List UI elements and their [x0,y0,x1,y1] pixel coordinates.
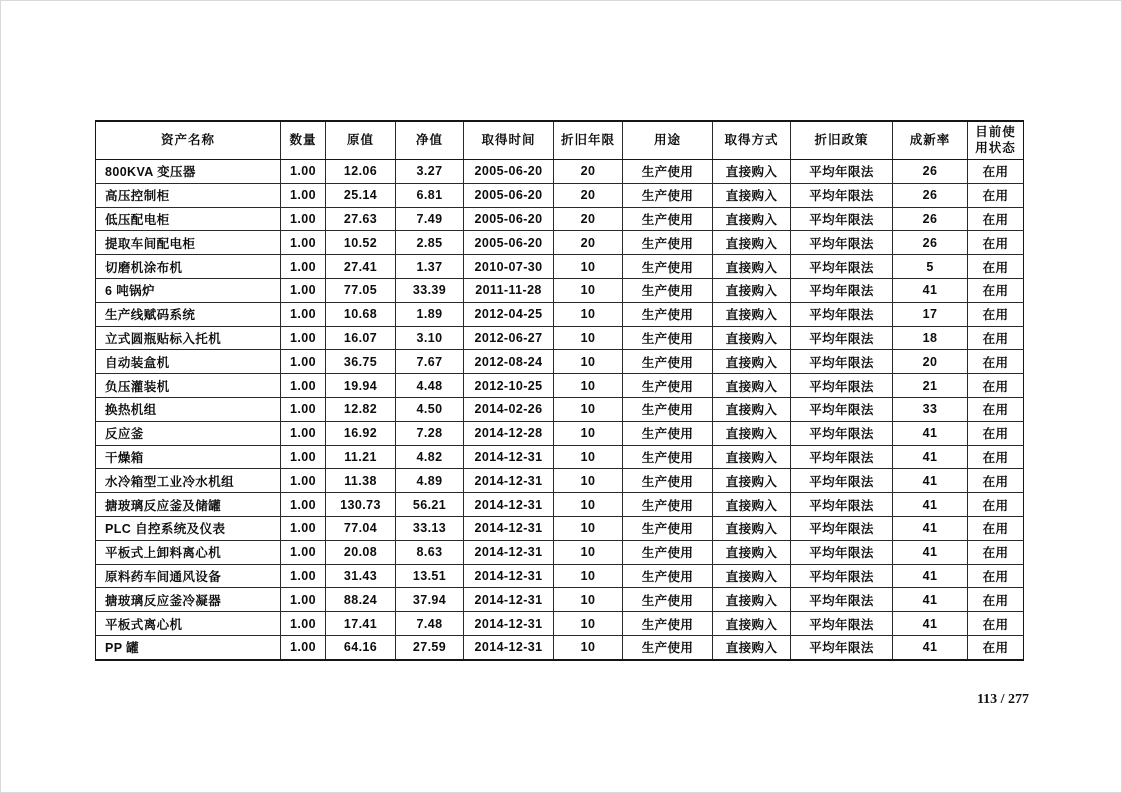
cell-asset_name: 干燥箱 [96,445,281,469]
cell-usage: 生产使用 [623,564,713,588]
cell-acquisition_date: 2005-06-20 [464,160,554,184]
cell-depreciation_years: 10 [554,302,623,326]
cell-acquisition_method: 直接购入 [713,612,791,636]
cell-acquisition_date: 2014-12-31 [464,445,554,469]
cell-asset_name: 换热机组 [96,397,281,421]
cell-depreciation_policy: 平均年限法 [791,231,893,255]
cell-acquisition_date: 2014-12-31 [464,493,554,517]
cell-net_value: 7.67 [396,350,464,374]
cell-net_value: 6.81 [396,183,464,207]
cell-original_value: 12.06 [326,160,396,184]
cell-usage: 生产使用 [623,588,713,612]
table-row [96,397,1024,421]
cell-depreciation_policy: 平均年限法 [791,493,893,517]
cell-current_status: 在用 [968,278,1024,302]
cell-original_value: 88.24 [326,588,396,612]
cell-usage: 生产使用 [623,469,713,493]
cell-current_status: 在用 [968,612,1024,636]
cell-original_value: 11.38 [326,469,396,493]
cell-newness_rate: 41 [893,421,968,445]
col-header-acquisition_method: 取得方式 [713,121,791,160]
cell-acquisition_date: 2014-12-31 [464,564,554,588]
cell-net_value: 33.13 [396,516,464,540]
cell-current_status: 在用 [968,540,1024,564]
cell-acquisition_date: 2014-02-26 [464,397,554,421]
cell-depreciation_policy: 平均年限法 [791,350,893,374]
table-row [96,635,1024,659]
cell-acquisition_date: 2014-12-31 [464,516,554,540]
cell-depreciation_policy: 平均年限法 [791,302,893,326]
cell-newness_rate: 21 [893,374,968,398]
cell-asset_name: 平板式离心机 [96,612,281,636]
cell-quantity: 1.00 [281,469,326,493]
cell-newness_rate: 41 [893,612,968,636]
cell-acquisition_date: 2014-12-31 [464,612,554,636]
cell-depreciation_policy: 平均年限法 [791,612,893,636]
cell-depreciation_policy: 平均年限法 [791,255,893,279]
cell-net_value: 8.63 [396,540,464,564]
cell-depreciation_years: 10 [554,397,623,421]
table-row [96,278,1024,302]
cell-quantity: 1.00 [281,397,326,421]
cell-asset_name: 生产线赋码系统 [96,302,281,326]
cell-depreciation_years: 10 [554,374,623,398]
cell-quantity: 1.00 [281,326,326,350]
cell-acquisition_method: 直接购入 [713,516,791,540]
cell-original_value: 17.41 [326,612,396,636]
cell-acquisition_method: 直接购入 [713,493,791,517]
cell-acquisition_method: 直接购入 [713,231,791,255]
table-row [96,207,1024,231]
cell-usage: 生产使用 [623,421,713,445]
cell-quantity: 1.00 [281,612,326,636]
table-row [96,588,1024,612]
cell-depreciation_years: 20 [554,183,623,207]
cell-depreciation_years: 10 [554,350,623,374]
cell-depreciation_years: 10 [554,564,623,588]
cell-usage: 生产使用 [623,207,713,231]
cell-quantity: 1.00 [281,588,326,612]
cell-depreciation_policy: 平均年限法 [791,374,893,398]
cell-quantity: 1.00 [281,445,326,469]
table-row [96,231,1024,255]
table-row [96,516,1024,540]
cell-current_status: 在用 [968,635,1024,659]
cell-current_status: 在用 [968,207,1024,231]
cell-acquisition_method: 直接购入 [713,374,791,398]
cell-quantity: 1.00 [281,207,326,231]
cell-asset_name: 低压配电柜 [96,207,281,231]
table-row [96,255,1024,279]
cell-net_value: 4.48 [396,374,464,398]
cell-depreciation_years: 10 [554,326,623,350]
cell-original_value: 16.07 [326,326,396,350]
cell-quantity: 1.00 [281,231,326,255]
cell-asset_name: PP 罐 [96,635,281,659]
cell-asset_name: 自动装盒机 [96,350,281,374]
col-header-acquisition_date: 取得时间 [464,121,554,160]
table-row [96,326,1024,350]
cell-acquisition_method: 直接购入 [713,421,791,445]
cell-current_status: 在用 [968,469,1024,493]
cell-usage: 生产使用 [623,493,713,517]
cell-newness_rate: 41 [893,540,968,564]
cell-asset_name: 水冷箱型工业冷水机组 [96,469,281,493]
cell-depreciation_years: 20 [554,207,623,231]
cell-depreciation_policy: 平均年限法 [791,397,893,421]
cell-original_value: 19.94 [326,374,396,398]
cell-acquisition_date: 2014-12-31 [464,540,554,564]
cell-asset_name: 立式圆瓶贴标入托机 [96,326,281,350]
cell-original_value: 16.92 [326,421,396,445]
cell-asset_name: 800KVA 变压器 [96,160,281,184]
cell-original_value: 12.82 [326,397,396,421]
cell-newness_rate: 41 [893,516,968,540]
cell-depreciation_policy: 平均年限法 [791,207,893,231]
cell-usage: 生产使用 [623,350,713,374]
cell-acquisition_method: 直接购入 [713,540,791,564]
cell-newness_rate: 33 [893,397,968,421]
cell-original_value: 77.04 [326,516,396,540]
cell-depreciation_years: 10 [554,635,623,659]
cell-newness_rate: 26 [893,160,968,184]
cell-newness_rate: 41 [893,278,968,302]
cell-current_status: 在用 [968,516,1024,540]
col-header-quantity: 数量 [281,121,326,160]
cell-net_value: 27.59 [396,635,464,659]
cell-usage: 生产使用 [623,397,713,421]
col-header-depreciation_years: 折旧年限 [554,121,623,160]
cell-depreciation_policy: 平均年限法 [791,469,893,493]
cell-acquisition_method: 直接购入 [713,326,791,350]
cell-newness_rate: 26 [893,231,968,255]
cell-acquisition_date: 2012-08-24 [464,350,554,374]
cell-acquisition_date: 2005-06-20 [464,183,554,207]
cell-current_status: 在用 [968,231,1024,255]
cell-acquisition_method: 直接购入 [713,445,791,469]
cell-original_value: 11.21 [326,445,396,469]
cell-asset_name: 高压控制柜 [96,183,281,207]
cell-acquisition_method: 直接购入 [713,302,791,326]
cell-acquisition_date: 2012-10-25 [464,374,554,398]
cell-acquisition_method: 直接购入 [713,350,791,374]
cell-usage: 生产使用 [623,516,713,540]
cell-net_value: 56.21 [396,493,464,517]
cell-net_value: 1.89 [396,302,464,326]
cell-original_value: 10.52 [326,231,396,255]
cell-acquisition_method: 直接购入 [713,397,791,421]
cell-acquisition_date: 2010-07-30 [464,255,554,279]
cell-current_status: 在用 [968,445,1024,469]
cell-current_status: 在用 [968,374,1024,398]
table-row [96,302,1024,326]
cell-acquisition_method: 直接购入 [713,469,791,493]
cell-depreciation_years: 10 [554,493,623,517]
cell-acquisition_method: 直接购入 [713,255,791,279]
cell-current_status: 在用 [968,588,1024,612]
cell-asset_name: 原料药车间通风设备 [96,564,281,588]
cell-depreciation_years: 10 [554,278,623,302]
table-row [96,493,1024,517]
cell-quantity: 1.00 [281,160,326,184]
cell-asset_name: 搪玻璃反应釜及储罐 [96,493,281,517]
cell-acquisition_method: 直接购入 [713,564,791,588]
cell-newness_rate: 17 [893,302,968,326]
cell-original_value: 31.43 [326,564,396,588]
cell-newness_rate: 41 [893,564,968,588]
cell-quantity: 1.00 [281,493,326,517]
table-row [96,469,1024,493]
cell-newness_rate: 20 [893,350,968,374]
cell-depreciation_years: 10 [554,516,623,540]
cell-depreciation_policy: 平均年限法 [791,564,893,588]
cell-original_value: 77.05 [326,278,396,302]
cell-quantity: 1.00 [281,516,326,540]
cell-newness_rate: 41 [893,588,968,612]
cell-asset_name: 反应釜 [96,421,281,445]
cell-current_status: 在用 [968,183,1024,207]
cell-asset_name: PLC 自控系统及仪表 [96,516,281,540]
table-row [96,421,1024,445]
cell-net_value: 7.49 [396,207,464,231]
cell-net_value: 2.85 [396,231,464,255]
cell-depreciation_years: 10 [554,255,623,279]
cell-current_status: 在用 [968,255,1024,279]
cell-asset_name: 6 吨锅炉 [96,278,281,302]
cell-depreciation_policy: 平均年限法 [791,421,893,445]
cell-asset_name: 平板式上卸料离心机 [96,540,281,564]
cell-original_value: 10.68 [326,302,396,326]
cell-acquisition_date: 2011-11-28 [464,278,554,302]
cell-newness_rate: 26 [893,183,968,207]
col-header-usage: 用途 [623,121,713,160]
cell-quantity: 1.00 [281,350,326,374]
cell-net_value: 33.39 [396,278,464,302]
cell-usage: 生产使用 [623,445,713,469]
cell-newness_rate: 41 [893,493,968,517]
cell-acquisition_method: 直接购入 [713,207,791,231]
cell-usage: 生产使用 [623,255,713,279]
cell-depreciation_policy: 平均年限法 [791,588,893,612]
cell-acquisition_date: 2012-04-25 [464,302,554,326]
cell-depreciation_years: 10 [554,421,623,445]
cell-newness_rate: 41 [893,469,968,493]
cell-quantity: 1.00 [281,635,326,659]
table-row [96,350,1024,374]
table-row [96,445,1024,469]
cell-quantity: 1.00 [281,255,326,279]
header-row [96,121,1024,160]
col-header-current_status: 目前使用状态 [968,121,1024,160]
cell-current_status: 在用 [968,302,1024,326]
cell-depreciation_years: 20 [554,160,623,184]
cell-depreciation_years: 10 [554,540,623,564]
cell-acquisition_date: 2012-06-27 [464,326,554,350]
col-header-asset_name: 资产名称 [96,121,281,160]
cell-original_value: 27.63 [326,207,396,231]
cell-depreciation_policy: 平均年限法 [791,326,893,350]
cell-current_status: 在用 [968,326,1024,350]
cell-acquisition_method: 直接购入 [713,183,791,207]
cell-usage: 生产使用 [623,540,713,564]
cell-usage: 生产使用 [623,612,713,636]
cell-asset_name: 搪玻璃反应釜冷凝器 [96,588,281,612]
cell-quantity: 1.00 [281,564,326,588]
cell-usage: 生产使用 [623,326,713,350]
cell-usage: 生产使用 [623,635,713,659]
cell-usage: 生产使用 [623,231,713,255]
col-header-original_value: 原值 [326,121,396,160]
table-row [96,612,1024,636]
cell-original_value: 20.08 [326,540,396,564]
cell-original_value: 64.16 [326,635,396,659]
fixed-asset-table [95,120,1024,661]
cell-asset_name: 切磨机涂布机 [96,255,281,279]
cell-net_value: 7.48 [396,612,464,636]
cell-net_value: 37.94 [396,588,464,612]
table-row [96,374,1024,398]
col-header-newness_rate: 成新率 [893,121,968,160]
cell-current_status: 在用 [968,493,1024,517]
cell-usage: 生产使用 [623,374,713,398]
table-row [96,540,1024,564]
cell-depreciation_policy: 平均年限法 [791,635,893,659]
page-number: 113 / 277 [976,692,1030,707]
cell-acquisition_method: 直接购入 [713,278,791,302]
cell-quantity: 1.00 [281,540,326,564]
cell-acquisition_date: 2014-12-28 [464,421,554,445]
cell-depreciation_policy: 平均年限法 [791,540,893,564]
cell-quantity: 1.00 [281,302,326,326]
cell-acquisition_date: 2005-06-20 [464,231,554,255]
cell-current_status: 在用 [968,421,1024,445]
cell-current_status: 在用 [968,564,1024,588]
cell-depreciation_years: 10 [554,612,623,636]
table-row [96,564,1024,588]
cell-current_status: 在用 [968,160,1024,184]
cell-original_value: 36.75 [326,350,396,374]
cell-depreciation_years: 10 [554,445,623,469]
cell-acquisition_date: 2014-12-31 [464,635,554,659]
cell-quantity: 1.00 [281,374,326,398]
cell-depreciation_years: 10 [554,588,623,612]
table-header [96,121,1024,160]
cell-net_value: 7.28 [396,421,464,445]
cell-depreciation_years: 20 [554,231,623,255]
table-row [96,183,1024,207]
cell-asset_name: 提取车间配电柜 [96,231,281,255]
cell-net_value: 3.10 [396,326,464,350]
cell-quantity: 1.00 [281,278,326,302]
cell-quantity: 1.00 [281,183,326,207]
cell-depreciation_policy: 平均年限法 [791,278,893,302]
cell-depreciation_policy: 平均年限法 [791,183,893,207]
table-body [96,160,1024,660]
cell-usage: 生产使用 [623,278,713,302]
cell-depreciation_policy: 平均年限法 [791,516,893,540]
table-row [96,160,1024,184]
col-header-net_value: 净值 [396,121,464,160]
cell-net_value: 4.82 [396,445,464,469]
col-header-depreciation_policy: 折旧政策 [791,121,893,160]
cell-newness_rate: 5 [893,255,968,279]
cell-acquisition_date: 2014-12-31 [464,469,554,493]
cell-newness_rate: 41 [893,635,968,659]
cell-net_value: 1.37 [396,255,464,279]
cell-current_status: 在用 [968,397,1024,421]
cell-net_value: 3.27 [396,160,464,184]
cell-usage: 生产使用 [623,302,713,326]
cell-acquisition_date: 2005-06-20 [464,207,554,231]
cell-newness_rate: 18 [893,326,968,350]
cell-acquisition_method: 直接购入 [713,635,791,659]
cell-acquisition_method: 直接购入 [713,588,791,612]
cell-quantity: 1.00 [281,421,326,445]
cell-original_value: 130.73 [326,493,396,517]
cell-usage: 生产使用 [623,183,713,207]
cell-usage: 生产使用 [623,160,713,184]
cell-original_value: 25.14 [326,183,396,207]
cell-net_value: 4.50 [396,397,464,421]
cell-depreciation_policy: 平均年限法 [791,160,893,184]
cell-net_value: 4.89 [396,469,464,493]
cell-newness_rate: 41 [893,445,968,469]
cell-acquisition_date: 2014-12-31 [464,588,554,612]
cell-original_value: 27.41 [326,255,396,279]
cell-current_status: 在用 [968,350,1024,374]
cell-depreciation_years: 10 [554,469,623,493]
cell-asset_name: 负压灌装机 [96,374,281,398]
cell-acquisition_method: 直接购入 [713,160,791,184]
cell-depreciation_policy: 平均年限法 [791,445,893,469]
cell-net_value: 13.51 [396,564,464,588]
cell-newness_rate: 26 [893,207,968,231]
